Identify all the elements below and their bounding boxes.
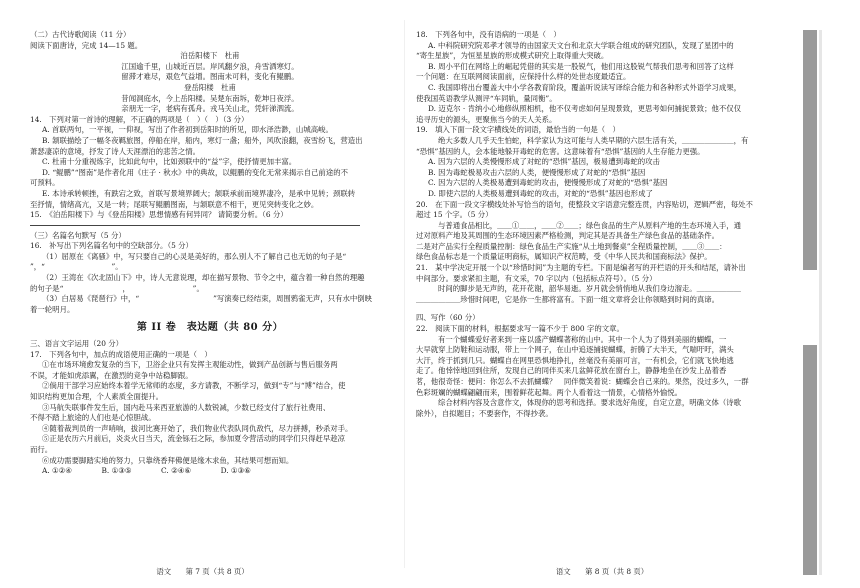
blank-2-cont: 的句子是“ ， ”。 <box>30 283 204 293</box>
poem-title: 泊岳阳楼下 杜甫 <box>180 51 240 61</box>
option-b-cont: 一个问题：在互联网阅读面前，应保持什么样的处世态度最适宜。 <box>416 72 631 82</box>
passage-cont: 绿色食品标志是一个质量证明商标，属知识产权范畴，受《中华人民共和国商标法》保护。 <box>416 252 712 262</box>
option-b: B. 周小平们在网络上的崛起凭借的其实是一股锐气，他们用这股锐气帮我们思考和回答了这样 <box>428 61 734 71</box>
option-e-cont: 至抒情，情绪高亢，又是一转；尾联写鲲鹏图南，与颔联意不相干，更见突转变化之妙。 <box>30 199 319 209</box>
option-d-cont: 可预料。 <box>30 178 60 188</box>
option-a: A. 因为六层的人类慢慢形成了对蛇的“恐惧”基因，极易遭到毒蛇的攻击 <box>428 157 660 167</box>
page-7-footer <box>0 567 405 578</box>
option-c: C. 我国即将出台覆盖大中小学各教育阶段，覆盖听说读写译综合能力和各种形式外语学习成果， <box>428 82 742 92</box>
part-2-title: 第 II 卷 表达题（共 80 分） <box>136 322 284 334</box>
question-15: 15. 《泊岳阳楼下》与《登岳阳楼》思想情感有何异同？ 请简要分析。（6 分） <box>30 210 288 220</box>
exam-page-7 <box>0 0 405 588</box>
section-heading: 四、写作（60 分） <box>416 313 480 323</box>
passage: 与普通食品相比，＿＿①＿＿，＿＿②＿＿；绿色食品的生产从原料产地的生态环境入手，通 <box>438 220 742 230</box>
option-c-cont: 使我国英语教学从测评“车同轨，量同衡”。 <box>416 93 557 103</box>
sentence-5: ⑤正是农历六月前后，炎炎火日当天，流金铄石之际，参加夏令营活动的同学们只得赶早趁凉 <box>42 434 346 444</box>
option-e: E. 本诗承转顿挫，有跌宕之致，首联写景境界阔大；颔联承前而境界凄冷，是承中见转；颈联转 <box>42 188 356 198</box>
footer-subject: 语文 <box>156 567 172 577</box>
page-8-content <box>416 30 796 419</box>
poem-line: 留滞才难尽，艰危气益增。图南未可料，变化有鲲鹏。 <box>121 72 299 82</box>
option-b: B. 因为毒蛇极易攻击六层的人类，便慢慢形成了对蛇的“恐惧”基因 <box>428 167 646 177</box>
passage: 绝大多数人几乎天生怕蛇，科学家认为这可能与人类早期的六层生活有关，＿＿＿＿＿＿＿，有 <box>438 135 749 145</box>
question-22: 22. 阅读下面的材料，根据要求写一篇不少于 800 字的文章。 <box>416 324 624 334</box>
sentence-1-cont: 不误，才能如虎添翼，在激烈的竞争中站稳脚跟。 <box>30 370 193 380</box>
passage-cont: 过对原料产地及其周围的生态环境因素严格检测，判定其是否具备生产绿色食品的基础条件。 <box>416 231 720 241</box>
sentence-3-cont: 不得不踏上旅途的人们也是心惊胆战。 <box>30 413 156 423</box>
footer-subject: 语文 <box>555 567 571 577</box>
question-19: 19. 填入下面一段文字横线处的词语，最恰当的一句是（ ） <box>416 125 620 135</box>
question-21: 21. 某中学决定开展一个以“珍惜时间”为主题的专栏。下面是编者写的开栏语的开头和结尾，请补出 <box>416 263 746 273</box>
sentence-2-cont: 知识结构更加合理，个人素质全面提升。 <box>30 392 164 401</box>
option-d-cont: 追寻历史的源头，更聚焦当今的天人关系。 <box>416 114 557 124</box>
option-c: C. 因为六层的人类极易遭到毒蛇的攻击，便慢慢形成了对蛇的“恐惧”基因 <box>428 178 668 188</box>
question-18: 18. 下列各句中，没有语病的一项是（ ） <box>416 30 561 39</box>
section-heading: （三）名篇名句默写（5 分） <box>30 230 126 240</box>
section-heading: 三、语言文字运用（20 分） <box>30 339 124 349</box>
section-heading: （二）古代诗歌阅读（11 分） <box>30 30 131 39</box>
option-d: D. 即使六层的人类极易遭到毒蛇的攻击，对蛇的“恐惧”基因也形成了 <box>428 188 653 198</box>
binding-strip <box>819 30 822 575</box>
passage-cont: ＿＿＿＿＿＿珍惜时间吧，它是你一生都将富有。下面一组文章将会让你领略到时间的真谛。 <box>416 294 720 304</box>
passage: 时间的脚步是无声的，花开花谢，韶华易逝。岁月就会悄悄地从我们身边溜走。＿＿＿＿＿＿ <box>438 284 742 294</box>
question-20: 20. 在下面一段文字横线处补写恰当的语句，使整段文字语意完整连贯，内容贴切，逻辑严密，每处不 <box>416 199 753 209</box>
option-b-cont: 萧瑟凄凉的意境，抒发了诗人天涯漂泊的悲苦之情。 <box>30 146 200 156</box>
option-a: A. 中科院研究院邓孝才领导的由国家天文台和北京大学联合组成的研究团队，发现了星团中的 <box>428 40 734 50</box>
blank-3: （3）白居易《琵琶行》中，“ ”写演奏已经结束，周围鸦雀无声，只有水中倒映 <box>42 294 373 304</box>
requirements: 综合材料内容及含意作文，体现你的思考和选择。要求选好角度，自定立意，明确文体（诗歌 <box>438 398 742 408</box>
sentence-6: ⑥成功需要脚踏实地的努力，只靠绕香拜佛便是缘木求鱼，其结果可想而知。 <box>42 455 294 465</box>
question-17: 17. 下列各句中，加点的成语使用正确的一项是（ ） <box>30 349 212 359</box>
question-20-cont: 超过 15 个字。（5 分） <box>416 210 493 220</box>
passage-cont: “恐惧”基因的人，会本能地躲开毒蛇的危害。这意味着有“恐惧”基因的人生存能力更强。 <box>416 146 705 156</box>
footer-page-number: 第 8 页（共 8 页） <box>585 567 649 577</box>
question-21-cont: 中间部分。要求紧扣主题，有文采，70 字以内（包括标点符号）。（5 分） <box>416 273 657 283</box>
sentence-1: ①在市场环境愈发复杂的当下，卫浴企业只有发挥主观能动性，做到产品创新与售后服务两 <box>42 360 338 370</box>
sentence-3: ③马航失联事件发生后，国内赴马来西亚旅游的人数锐减，少数已经支付了旅行社费用、 <box>42 402 331 412</box>
option-b: B. 颔联描绘了一幅冬夜羁旅图，停船在岸，船内，寒灯一盏；船外，风吹浪翻，夜雪纷飞，营造出 <box>42 135 363 145</box>
material-cont: 色彩斑斓的蝴蝶翩翩而来，围着鲜花起舞。两个人看着这一情景，心情格外愉悦。 <box>416 387 683 397</box>
blank-1-cont: ”，“ ”。 <box>30 262 123 272</box>
material-cont: 茗，他很奇怪：便问：你怎么不去抓蝴蝶？ 同伴微笑着说：蝴蝶会自己来的。果然，没过多久，一群 <box>416 377 749 386</box>
binding-bar-top <box>803 30 817 270</box>
passage-cont: 二是对产品实行全程质量控制：绿色食品生产实施“从土地到餐桌”全程质量控制，＿＿③＿＿： <box>416 241 727 251</box>
blank-3-cont: 着一轮明月。 <box>30 304 75 314</box>
blank-2: （2）王湾在《次北固山下》中，诗人无意说理，却在描写景物、节令之中，蕴含着一种自然的理趣 <box>42 273 365 283</box>
exam-page-8 <box>408 0 796 588</box>
footer-page-number: 第 7 页（共 8 页） <box>185 567 249 577</box>
option-a: A. 首联两句，一平视，一仰视，写出了作者初到岳阳时的所见，即水泽浩渺，山城高峻。 <box>42 125 333 135</box>
poem-line: 江国逾千里，山城近百层。岸风翻夕浪，舟雪洒寒灯。 <box>121 61 299 71</box>
binding-bar-bottom <box>803 345 817 575</box>
question-16: 16. 补写出下列名篇名句中的空缺部分。（5 分） <box>30 241 193 251</box>
option-d: D. 迈克尔 · 肯纳小心地修纵照相机，他不仅考虑如何呈现景致，更思考如何捕捉景致；他不仅仅 <box>428 104 742 114</box>
sentence-4: ④随着裁判员的一声哨响，拔河比赛开始了，我们物业代表队同仇敌忾，尽力拼搏，秒杀对手。 <box>42 423 353 433</box>
option-c: C. 杜甫十分重视炼字，比如此句中，比如颈联中的“益”字，使抒情更加丰富。 <box>42 157 297 167</box>
poem-title: 登岳阳楼 杜甫 <box>184 82 236 92</box>
material: 有一个蝴蝶爱好者来到一座以盛产蝴蝶著称的山中。其中一个人为了得到美丽的蝴蝶，一 <box>438 334 727 344</box>
sentence-2: ②倘用干部学习应始终本着学无常师的态度，多方请教，不断学习，做到“专”与“博”结合，使 <box>42 381 346 391</box>
material-cont: 走了。他悻悻地回到住所，发现自己的同伴买来几盆鲜花放在窗台上，静静地坐在沙发上品着香 <box>416 366 727 376</box>
poem-line: 亲朋无一字，老病有孤舟。戎马关山北，凭轩涕泗流。 <box>121 104 299 114</box>
material-cont: 大汗，终于抓到几只。蝴蝶自在网里恐惧地挣扎，丝毫没有美丽可言，一有机会，它们就飞快地逃 <box>416 355 734 365</box>
option-d: D. “鲲鹏”“图南”是作者化用《庄子 · 秋水》中的典故，以鲲鹏的变化无常来揭示自己前途的不 <box>42 167 348 177</box>
answer-line[interactable] <box>30 223 360 226</box>
requirements-cont: 除外），自拟题目；不要套作，不得抄袭。 <box>416 408 553 418</box>
blank-1: （1）屈原在《离骚》中，写只要自己的心灵是美好的，那么别人不了解自己也无妨的句子是“ <box>42 251 347 261</box>
question-14: 14. 下列对第一首诗的理解，不正确的两项是（ ）（ ）（3 分） <box>30 114 249 124</box>
page-7-content <box>30 30 390 477</box>
poem-line: 昔闻洞庭水，今上岳阳楼。吴楚东南坼，乾坤日夜浮。 <box>121 93 299 103</box>
answer-options: A. ①②④ B. ①③⑤ C. ②④⑥ D. ①③⑥ <box>42 466 251 476</box>
sentence-5-cont: 而行。 <box>30 444 53 454</box>
instruction: 阅读下面唐诗，完成 14—15 题。 <box>30 40 143 50</box>
page-8-footer <box>408 567 796 578</box>
option-a-cont: “寄生星族”，为恒星星族的形成模式研究上取得重大突破。 <box>416 51 609 61</box>
material-cont: 大早就穿上防鞋和运动服，带上一个网子，在山中追逐捕捉蝴蝶，折腾了大半天，气喘吁吁，满头 <box>416 345 734 355</box>
